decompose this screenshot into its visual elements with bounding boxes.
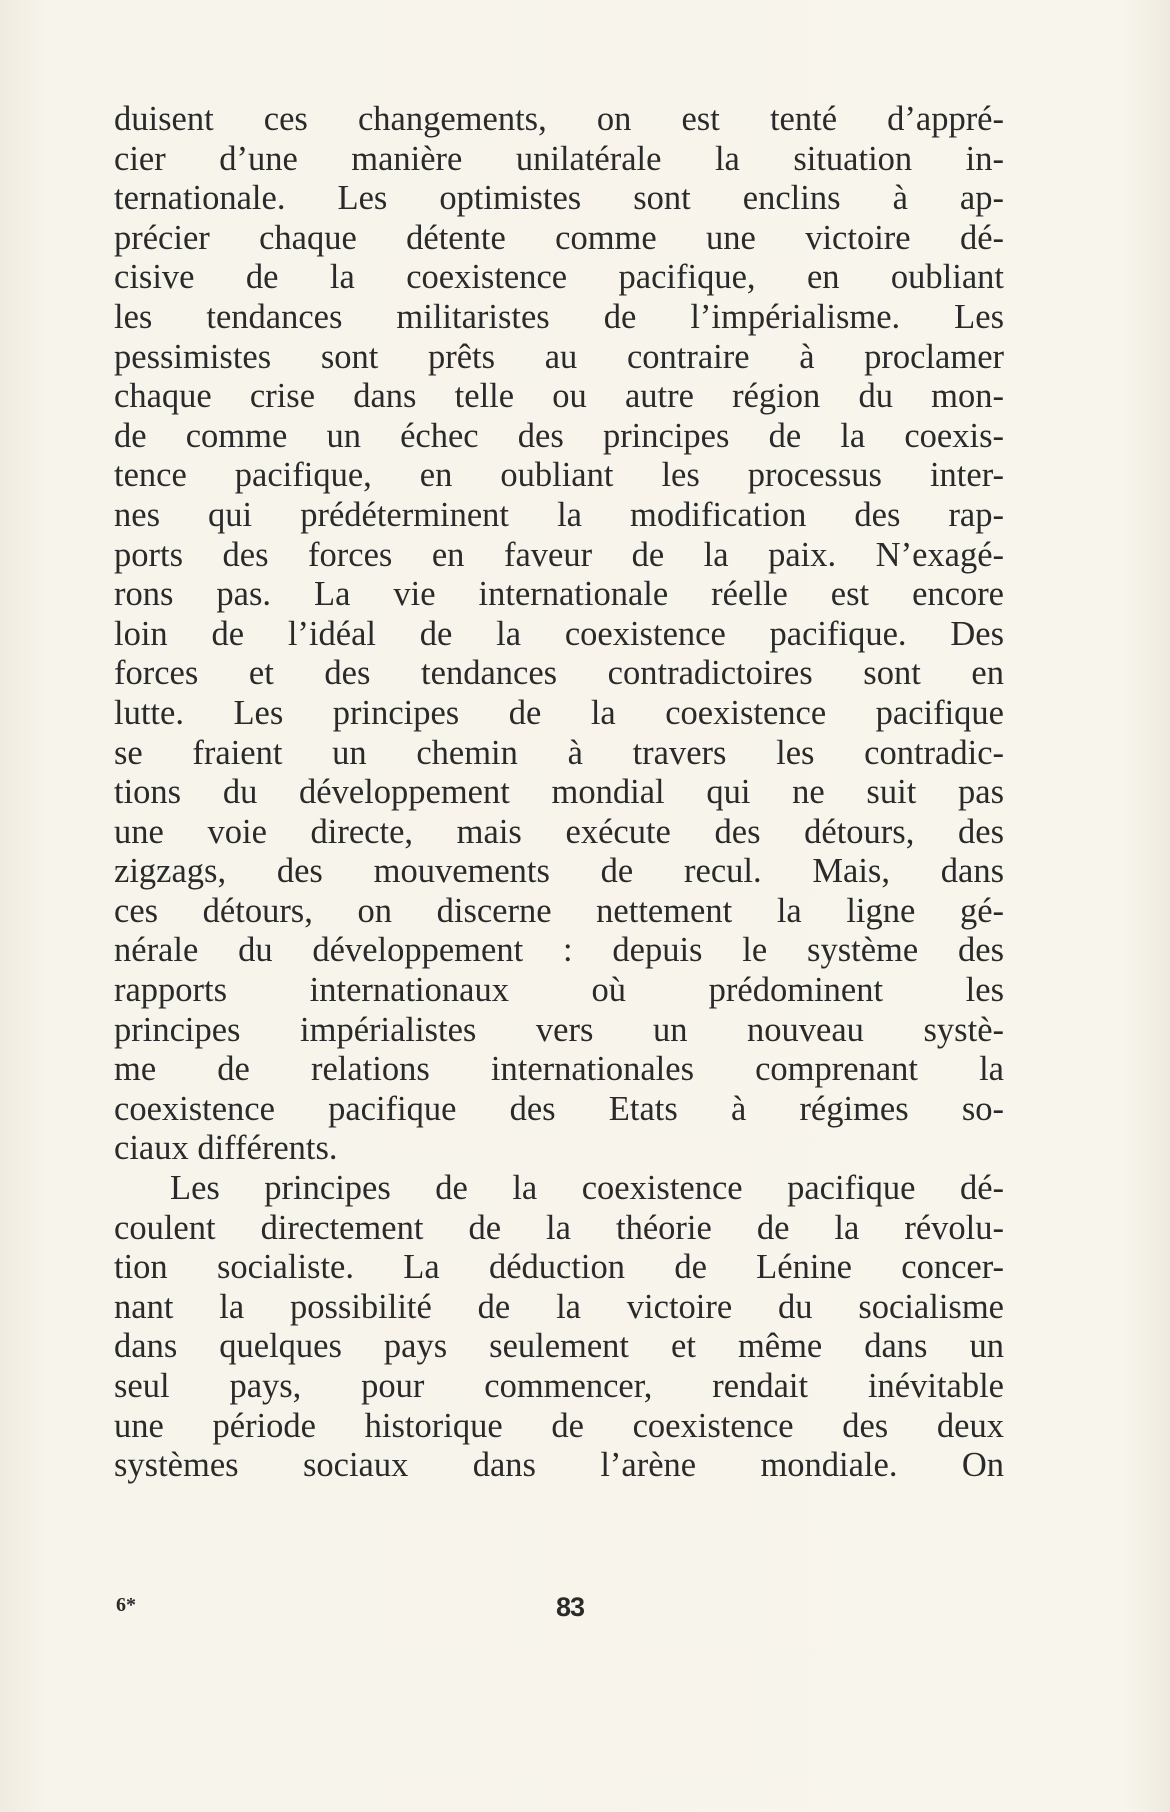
text-line: une période historique de coexistence des deux: [114, 1406, 1004, 1445]
text-line: lutte. Les principes de la coexistence pacifique: [114, 693, 1004, 732]
text-line: coexistence pacifique des Etats à régimes so-: [114, 1089, 1004, 1128]
text-line: principes impérialistes vers un nouveau systè-: [114, 1010, 1004, 1049]
text-line: ces détours, on discerne nettement la ligne gé-: [114, 891, 1004, 930]
text-line: pessimistes sont prêts au contraire à proclamer: [114, 337, 1004, 376]
signature-mark: 6*: [116, 1594, 136, 1616]
text-line: zigzags, des mouvements de recul. Mais, dans: [114, 852, 1004, 891]
text-line: tions du développement mondial qui ne suit pas: [114, 773, 1004, 812]
text-line: dans quelques pays seulement et même dans un: [114, 1327, 1004, 1366]
text-line: loin de l’idéal de la coexistence pacifique. Des: [114, 614, 1004, 653]
text-line: de comme un échec des principes de la coexis-: [114, 416, 1004, 455]
text-line: coulent directement de la théorie de la révolu-: [114, 1208, 1004, 1247]
text-line: systèmes sociaux dans l’arène mondiale. On: [114, 1446, 1004, 1485]
text-line: les tendances militaristes de l’impérialisme. Les: [114, 297, 1004, 336]
text-line: me de relations internationales comprenant la: [114, 1050, 1004, 1089]
text-line: duisent ces changements, on est tenté d’appré-: [114, 100, 1004, 138]
text-line: forces et des tendances contradictoires sont en: [114, 654, 1004, 693]
text-line: nant la possibilité de la victoire du socialisme: [114, 1287, 1004, 1326]
text-line: seul pays, pour commencer, rendait inévitable: [114, 1367, 1004, 1405]
text-line: rons pas. La vie internationale réelle est encore: [114, 575, 1004, 614]
text-line: tion socialiste. La déduction de Lénine concer-: [114, 1248, 1004, 1287]
text-line: se fraient un chemin à travers les contradic-: [114, 733, 1004, 772]
text-line: tence pacifique, en oubliant les processus inter-: [114, 456, 1004, 495]
text-line-paragraph-end: ciaux différents.: [114, 1129, 338, 1168]
text-line: chaque crise dans telle ou autre région du mon-: [114, 377, 1004, 416]
text-line: nes qui prédéterminent la modification des rap-: [114, 495, 1004, 534]
text-line: cier d’une manière unilatérale la situation in-: [114, 139, 1004, 178]
text-line: cisive de la coexistence pacifique, en oubliant: [114, 258, 1004, 297]
text-line-paragraph-start: Les principes de la coexistence pacifique dé-: [170, 1169, 1004, 1208]
text-line: précier chaque détente comme une victoire dé-: [114, 218, 1004, 257]
text-line: ports des forces en faveur de la paix. N’exagé-: [114, 535, 1004, 574]
body-text: [114, 100, 1004, 1486]
text-line: une voie directe, mais exécute des détours, des: [114, 812, 1004, 851]
text-line: nérale du développement : depuis le système des: [114, 931, 1004, 970]
text-line: rapports internationaux où prédominent les: [114, 971, 1004, 1010]
text-line: ternationale. Les optimistes sont enclins à ap-: [114, 179, 1004, 218]
page-number: 83: [555, 1592, 585, 1622]
